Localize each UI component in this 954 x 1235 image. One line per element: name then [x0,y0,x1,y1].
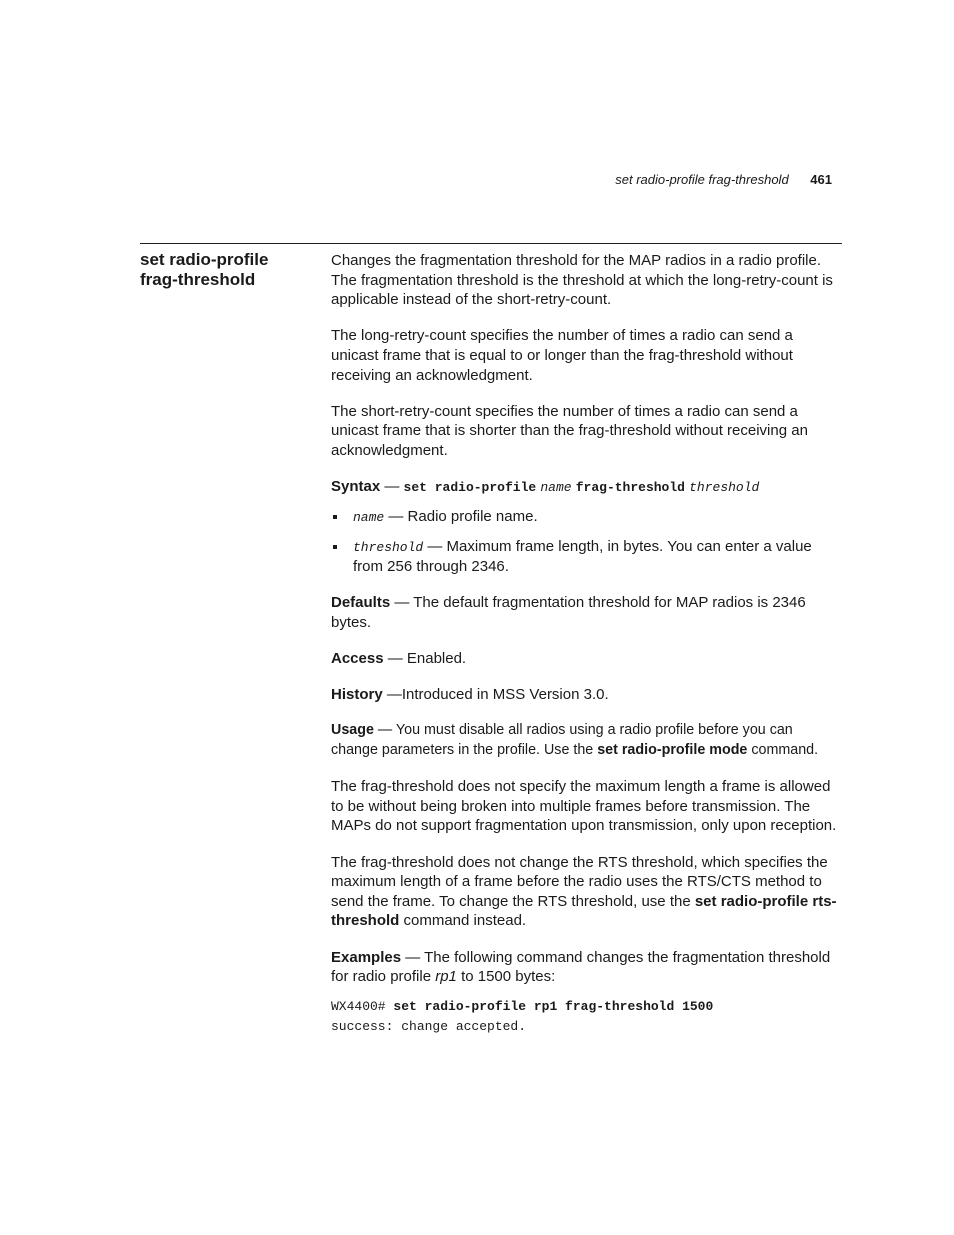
running-header-title: set radio-profile frag-threshold [615,172,789,187]
param-description: — Maximum frame length, in bytes. You can enter a value from 256 through 2346. [353,537,812,576]
access-paragraph [331,649,843,669]
usage-paragraph [331,721,843,760]
usage-command: set radio-profile mode [597,742,748,759]
param-name: threshold [353,539,424,555]
examples-text-after: to 1500 bytes: [456,968,556,986]
syntax-label: Syntax [331,478,381,496]
section-rule [140,243,842,244]
syntax-command-1: set radio-profile [403,480,537,496]
history-text: —Introduced in MSS Version 3.0. [382,686,609,704]
parameter-list [331,507,843,576]
intro-paragraph: Changes the fragmentation threshold for the MAP radios in a radio profile. The fragmentation threshold is the threshold at which the long-retry-count is applicable instead of the short-retry-count. [331,252,833,309]
defaults-paragraph [331,593,843,632]
access-text: — Enabled. [383,650,467,668]
usage-para3-before: The frag-threshold does not change the RTS threshold, which specifies the maximum length of a frame before the radio uses the RTS/CTS method to send the frame. To change the RTS threshold, use the [331,853,828,910]
syntax-arg-name: name [540,480,572,496]
usage-para3-after: command instead. [399,912,527,930]
example-prompt: WX4400# [331,999,394,1015]
examples-label: Examples [331,948,402,966]
examples-paragraph [331,948,843,987]
section-body [331,251,843,1036]
usage-paragraph-2: The frag-threshold does not specify the maximum length a frame is allowed to be without being broken into multiple frames before transmission. The MAPs do not support fragmentation upon transmission, only upon reception. [331,778,837,835]
bullet-icon [333,545,337,549]
syntax-dash: — [380,478,404,496]
defaults-label: Defaults [331,594,391,612]
usage-text-after: command. [747,742,819,759]
param-description: — Radio profile name. [384,508,538,526]
param-name: name [353,510,385,526]
page-number: 461 [810,172,832,187]
running-header [615,172,832,188]
usage-text-before: — You must disable all radios using a radio profile before you can change parameters in the profile. Use the [331,722,793,759]
usage-paragraph-3 [331,853,843,931]
history-label: History [331,686,383,704]
section-heading-line2: frag-threshold [140,270,256,289]
usage-para3-command: set radio-profile rts-threshold [331,892,837,930]
bullet-icon [333,515,337,519]
long-retry-paragraph: The long-retry-count specifies the number of times a radio can send a unicast frame that is equal to or longer than the frag-threshold without receiving an acknowledgment. [331,327,793,384]
example-command-line [331,997,843,1017]
usage-label: Usage [331,722,374,739]
section-heading [140,250,320,290]
defaults-text: — The default fragmentation threshold for MAP radios is 2346 bytes. [331,594,806,631]
examples-text-before: — The following command changes the fragmentation threshold for radio profile [331,948,831,986]
syntax-arg-threshold: threshold [689,480,760,496]
section-heading-line1: set radio-profile [140,250,269,269]
example-output: success: change accepted. [331,1018,527,1034]
list-item [331,537,843,577]
examples-profile: rp1 [435,968,457,986]
list-item [331,507,843,528]
example-command: set radio-profile rp1 frag-threshold 1500 [393,999,714,1015]
syntax-command-2: frag-threshold [575,480,685,496]
example-code-block [331,997,843,1036]
syntax-paragraph [331,477,843,498]
short-retry-paragraph: The short-retry-count specifies the number of times a radio can send a unicast frame that is shorter than the frag-threshold without receiving an acknowledgment. [331,402,808,459]
history-paragraph [331,685,843,705]
access-label: Access [331,650,384,668]
